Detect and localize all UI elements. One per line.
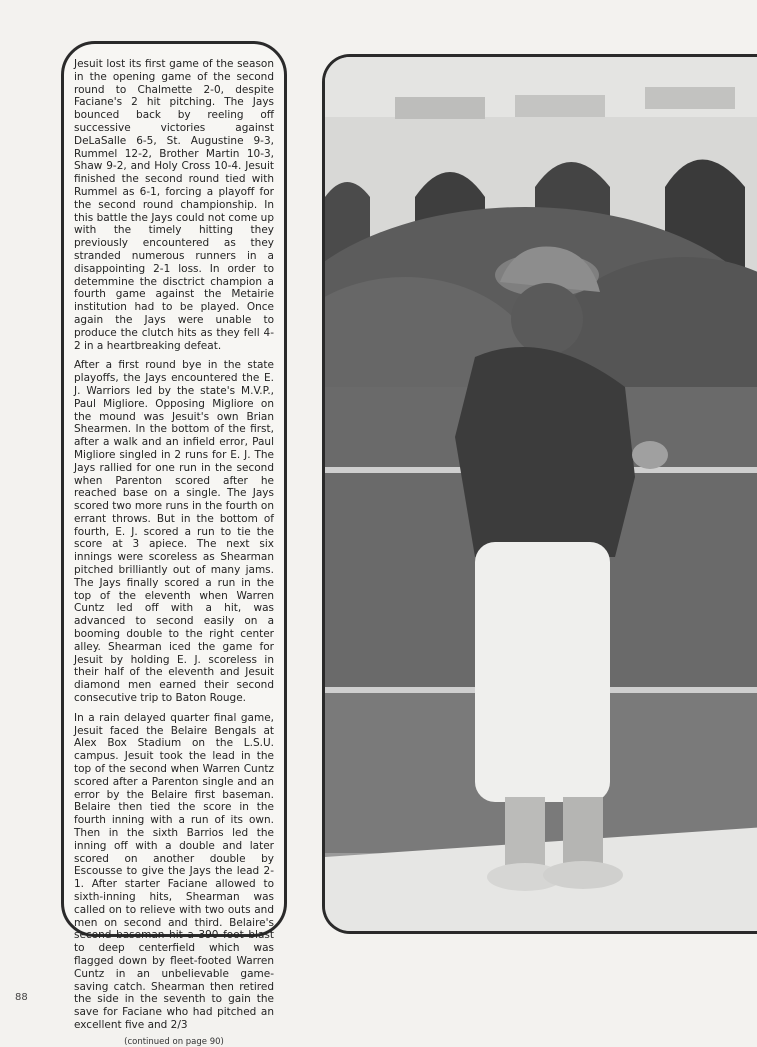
article-paragraph-1: Jesuit lost its first game of the season in the opening game of the second round to Chalmette 2-0, despite Faciane's 2 hit pitching. The Jays bounced back by reeling off successive victories against DeLaSalle 6-5, St. Augustine 9-3, Rummel 12-2, Brother Martin 10-3, Shaw 9-2, and Holy Cross 10-4. Jesuit finished the second round tied with Rummel as 6-1, forcing a playoff for the second round championship. In this battle the Jays could not come up with the timely hitting they previously encountered as they stranded numerous runners in a disappointing 2-1 loss. In order to detemmine the disctrict champion a fourth game against the Metairie institution had to be played. Once again the Jays were unable to produce the clutch hits as they fell 4-2 in a heartbreaking defeat. bbox=[74, 58, 274, 352]
coach-photo-illustration bbox=[325, 57, 757, 934]
article-paragraph-3: In a rain delayed quarter final game, Jesuit faced the Belaire Bengals at Alex Box Stadium on the L.S.U. campus. Jesuit took the lead in the top of the second when Warren Cuntz scored after a Parenton single and an error by the Belaire first baseman. Belaire then tied the score in the fourth inning with a run of its own. Then in the sixth Barrios led the inning off with a double and later scored on another double by Escousse to give the Jays the lead 2-1. After starter Faciane allowed to sixth-inning hits, Shearman was called on to relieve with two outs and men on second and third. Belaire's second baseman hit a 390 foot blast to deep centerfield which was flagged down by fleet-footed Warren Cuntz in an unbelievable game-saving catch. Shearman then retired the side in the seventh to gain the save for Faciane who had pitched an excellent five and 2/3 bbox=[74, 711, 274, 1031]
article-paragraph-2: After a first round bye in the state playoffs, the Jays encountered the E. J. Warriors led by the state's M.V.P., Paul Migliore. Opposing Migliore on the mound was Jesuit's own Brian Shearmen. In the bottom of the first, after a walk and an infield error, Paul Migliore singled in 2 runs for E. J. The Jays rallied for one run in the second when Parenton scored after he reached base on a single. The Jays scored two more runs in the fourth on errant throws. But in the bottom of fourth, E. J. scored a run to tie the score at 3 apiece. The next six innings were scoreless as Shearman pitched brilliantly out of many jams. The Jays finally scored a run in the top of the eleventh when Warren Cuntz led off with a hit, was advanced to second easily on a booming double to the right center alley. Shearman iced the game for Jesuit by holding E. J. scoreless in their half of the eleventh and Jesuit diamond men earned their second consecutive trip to Baton Rouge. bbox=[74, 359, 274, 705]
continued-note: (continued on page 90) bbox=[124, 1036, 224, 1047]
page-number: 88 bbox=[15, 992, 28, 1003]
article-text-panel bbox=[61, 41, 287, 1047]
coach-photo bbox=[322, 54, 757, 934]
